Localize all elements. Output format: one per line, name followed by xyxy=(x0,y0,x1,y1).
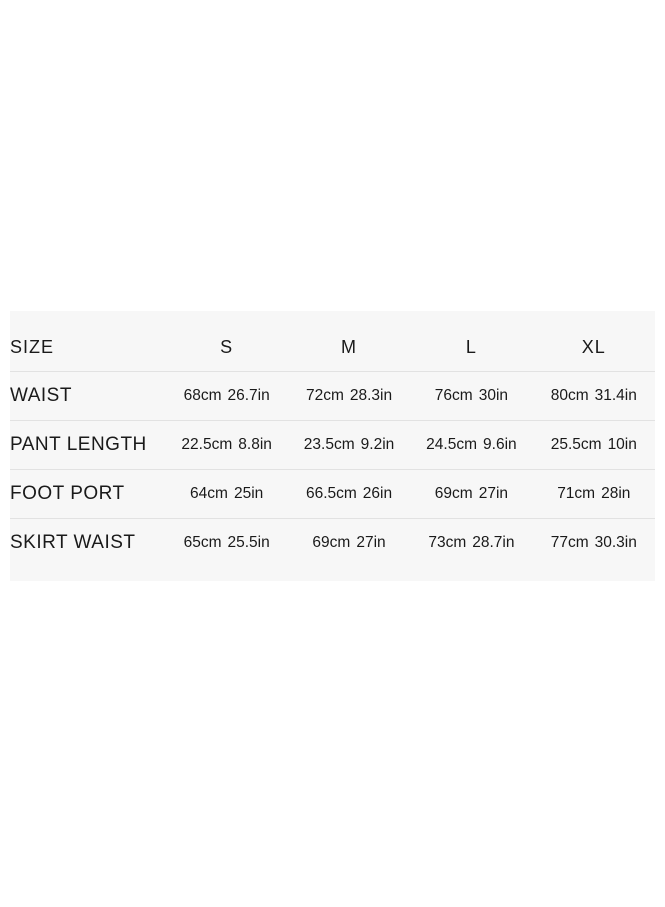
size-chart-panel xyxy=(10,311,655,581)
cell-pant-length-m xyxy=(288,421,410,470)
cell-foot-port-xl xyxy=(533,470,655,519)
header-size-xl: XL xyxy=(533,323,655,372)
value-cm: 77cm xyxy=(550,534,589,551)
value-inch: 10in xyxy=(607,436,637,453)
header-size-m: M xyxy=(288,323,410,372)
cell-foot-port-s xyxy=(165,470,287,519)
cell-skirt-waist-l xyxy=(410,519,532,568)
table-row xyxy=(10,421,655,470)
row-label-foot-port: FOOT PORT xyxy=(10,470,165,519)
cell-skirt-waist-s xyxy=(165,519,287,568)
value-cm: 66.5cm xyxy=(305,485,357,502)
cell-waist-l xyxy=(410,372,532,421)
row-label-skirt-waist: SKIRT WAIST xyxy=(10,532,136,553)
value-cm: 80cm xyxy=(550,387,589,404)
value-inch: 27in xyxy=(478,485,509,502)
value-cm: 25.5cm xyxy=(550,436,602,453)
value-inch: 26in xyxy=(362,485,393,502)
value-cm: 69cm xyxy=(434,485,473,502)
cell-pant-length-xl xyxy=(533,421,655,470)
value-cm: 64cm xyxy=(190,485,228,502)
value-cm: 69cm xyxy=(312,534,351,551)
value-inch: 28in xyxy=(601,485,631,502)
value-cm: 65cm xyxy=(183,534,222,551)
table-row xyxy=(10,470,655,519)
value-inch: 9.6in xyxy=(483,436,517,453)
value-cm: 24.5cm xyxy=(426,436,478,453)
value-cm: 76cm xyxy=(434,387,473,404)
value-cm: 71cm xyxy=(557,485,596,502)
chart-top-spacer xyxy=(10,311,655,323)
value-cm: 22.5cm xyxy=(181,436,233,453)
cell-pant-length-s xyxy=(165,421,287,470)
value-inch: 26.7in xyxy=(227,387,270,404)
value-inch: 8.8in xyxy=(238,436,272,453)
table-header-row xyxy=(10,323,655,372)
value-cm: 72cm xyxy=(305,387,344,404)
value-cm: 73cm xyxy=(428,534,467,551)
value-inch: 25.5in xyxy=(227,534,270,551)
value-inch: 9.2in xyxy=(360,436,395,453)
value-inch: 27in xyxy=(356,534,386,551)
cell-skirt-waist-m xyxy=(288,519,410,568)
header-size-s: S xyxy=(165,323,287,372)
chart-bottom-spacer xyxy=(10,567,655,581)
value-cm: 68cm xyxy=(183,387,222,404)
cell-foot-port-m xyxy=(288,470,410,519)
row-label-waist: WAIST xyxy=(10,372,165,421)
cell-waist-xl xyxy=(533,372,655,421)
cell-foot-port-l xyxy=(410,470,532,519)
table-row xyxy=(10,519,655,568)
row-label-pant-length: PANT LENGTH xyxy=(10,421,165,470)
cell-skirt-waist-xl xyxy=(533,519,655,568)
size-chart-table xyxy=(10,323,655,567)
header-size-l: L xyxy=(410,323,532,372)
value-cm: 23.5cm xyxy=(303,436,355,453)
table-row xyxy=(10,372,655,421)
value-inch: 28.3in xyxy=(349,387,393,404)
cell-waist-m xyxy=(288,372,410,421)
value-inch: 30in xyxy=(478,387,509,404)
header-size-label: SIZE xyxy=(10,323,165,372)
cell-waist-s xyxy=(165,372,287,421)
value-inch: 28.7in xyxy=(472,534,515,551)
value-inch: 31.4in xyxy=(594,387,637,404)
value-inch: 30.3in xyxy=(594,534,637,551)
value-inch: 25in xyxy=(233,485,264,502)
cell-pant-length-l xyxy=(410,421,532,470)
